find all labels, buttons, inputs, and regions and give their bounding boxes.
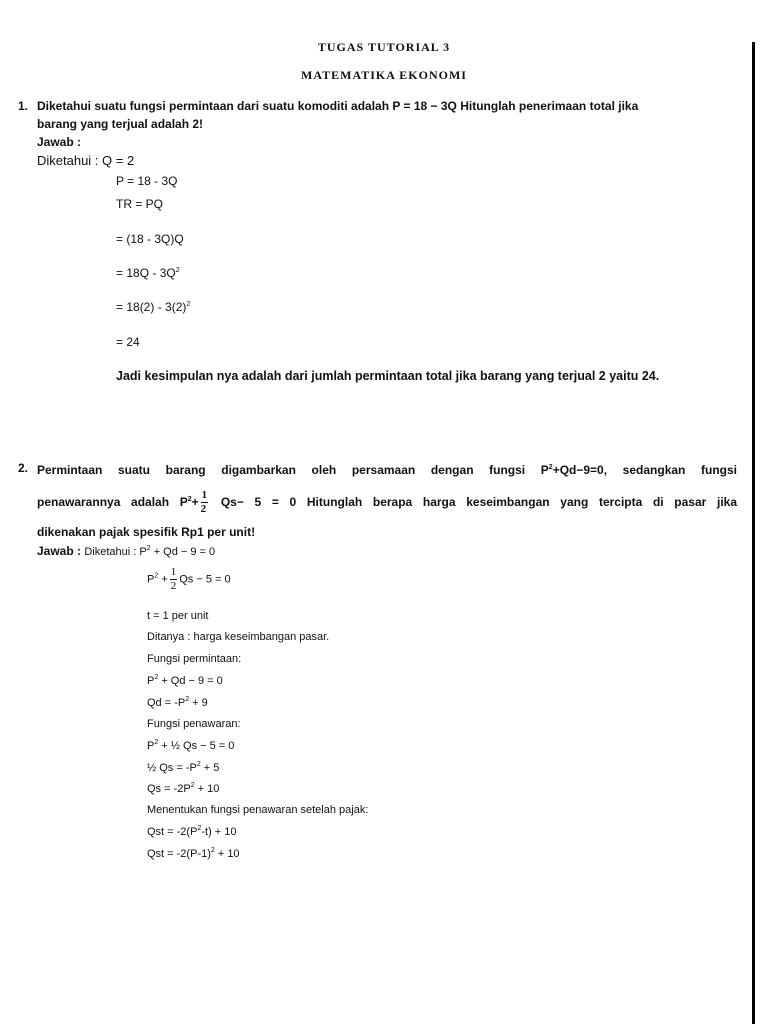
q2-after-tax-eq2: Qst = $-2(P-1)^2 + 10$: [147, 847, 240, 860]
question-2-line1: Permintaan suatu barang digambarkan oleh persamaan dengan fungsi $P^2+Qd-9=0$, sedangkan fungsi: [37, 463, 737, 477]
q1-step-5: = $18(2) - 3(2)^2$: [116, 300, 191, 314]
question-1-answer-label: Jawab :: [37, 135, 82, 149]
q2-answer-row: Jawab : Diketahui : $P^2 + Qd - 9 = 0$: [37, 544, 216, 558]
question-2-line3: dikenakan pajak spesifik Rp1 per unit!: [37, 525, 256, 539]
q1-step-3: = (18 - 3Q)Q: [116, 232, 184, 246]
q2-supply-equation: $P^2$ + $\frac{1}{2}$ Qs − 5 = 0: [147, 566, 231, 592]
q1-step-1: P = 18 - 3Q: [116, 174, 178, 188]
page-edge-line: [752, 42, 755, 1024]
q2-after-tax-label: Menentukan fungsi penawaran setelah pajak:: [147, 804, 369, 816]
q2-demand-label: Fungsi permintaan:: [147, 653, 242, 665]
q2-supply-eq2: ½ $Qs = -P^2 + 5$: [147, 761, 220, 774]
question-2-number: 2.: [18, 461, 29, 475]
q1-step-4: = $18Q - 3Q^2$: [116, 266, 180, 280]
q2-supply-eq1: $P^2$ + ½ Qs − 5 = 0: [147, 739, 235, 752]
question-1-number: 1.: [18, 99, 29, 113]
one-half-fraction-2: $\frac{1}{2}$: [170, 566, 177, 592]
q2-tax: t = 1 per unit: [147, 610, 209, 622]
document-subtitle: MATEMATIKA EKONOMI: [301, 68, 467, 82]
question-2-line2: penawarannya adalah $P^2+$ $\frac{1}{2}$ Qs− 5 = 0 Hitunglah berapa harga keseimbangan yang tercipta di pasar jika: [37, 489, 737, 516]
q1-conclusion: Jadi kesimpulan nya adalah dari jumlah permintaan total jika barang yang terjual 2 yaitu 24.: [116, 369, 660, 383]
q2-asked: Ditanya : harga keseimbangan pasar.: [147, 631, 330, 643]
question-1-line2: barang yang terjual adalah 2!: [37, 117, 204, 131]
q1-step-2: TR = PQ: [116, 197, 164, 211]
document-title: TUGAS TUTORIAL 3: [317, 40, 451, 54]
q2-after-tax-eq1: Qst = $-2(P^2-t) + 10$: [147, 825, 237, 838]
q2-supply-label: Fungsi penawaran:: [147, 718, 241, 730]
q2-demand-eq1: $P^2 + Qd - 9 = 0$: [147, 674, 223, 687]
q2-supply-eq3: $Qs = -2P^2 + 10$: [147, 782, 220, 795]
q1-step-6: = 24: [116, 335, 140, 349]
one-half-fraction: $\frac{1}{2}$: [200, 489, 208, 516]
question-1-given: Diketahui : Q = 2: [37, 153, 135, 168]
q2-demand-eq2: $Qd = -P^2 + 9$: [147, 696, 208, 709]
question-1-line1: Diketahui suatu fungsi permintaan dari suatu komoditi adalah P = 18 − 3Q Hitunglah penerimaan total jika: [37, 99, 639, 113]
